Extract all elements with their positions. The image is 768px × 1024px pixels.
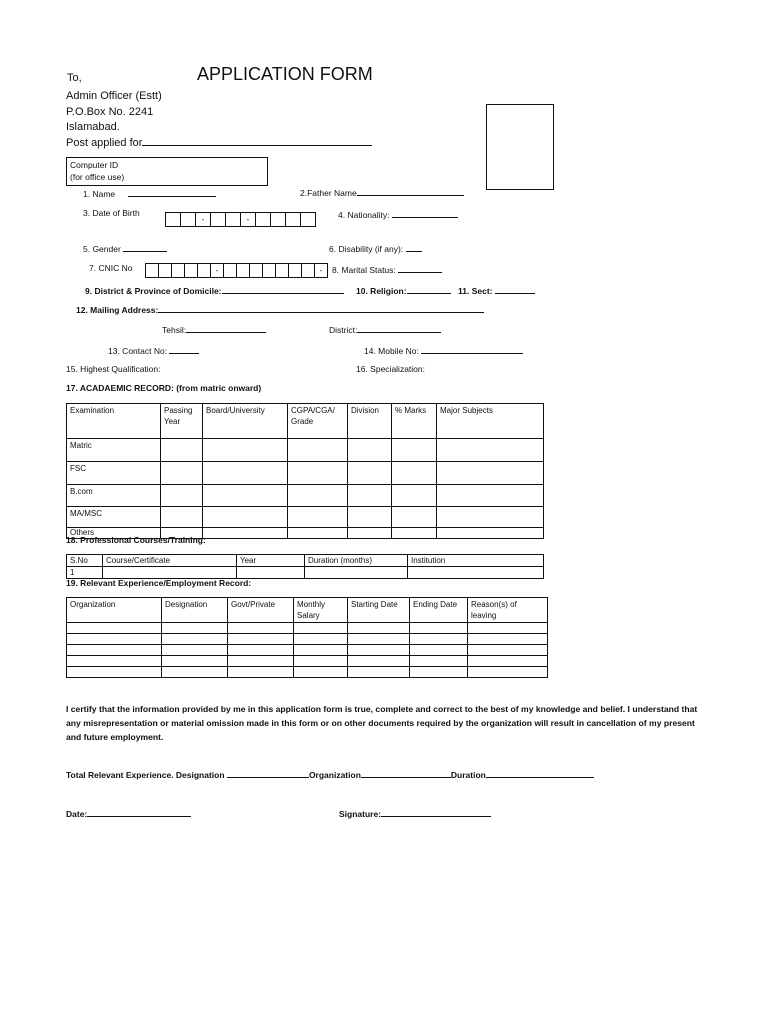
religion-label: 10. Religion:	[356, 286, 407, 296]
religion-field[interactable]	[356, 284, 451, 296]
contact-label: 13. Contact No:	[108, 346, 168, 356]
disability-field[interactable]	[329, 242, 422, 254]
courses-table	[66, 554, 544, 579]
address-line-3: Islamabad.	[66, 121, 120, 133]
page-title: APPLICATION FORM	[197, 64, 373, 84]
academic-col-header: Passing Year	[161, 404, 203, 439]
academic-row-label: FSC	[67, 462, 161, 485]
experience-col-header: Govt/Private	[228, 598, 294, 623]
dob-cells[interactable]: - -	[165, 212, 316, 227]
district-field[interactable]	[329, 323, 441, 335]
date-field[interactable]	[66, 807, 191, 819]
office-use-box	[66, 157, 268, 186]
tehsil-field[interactable]	[162, 323, 266, 335]
courses-heading: 18. Professional Courses/Training:	[66, 535, 206, 545]
mailing-address-field[interactable]	[76, 303, 484, 315]
name-field[interactable]	[83, 187, 216, 199]
academic-col-header: Division	[348, 404, 392, 439]
father-name-label: 2.Father Name	[300, 188, 357, 198]
certification-text: I certify that the information provided by me in this application form is true, complete and correct to the best of my knowledge and belief. I understand that any misrepresentation or material omission made in this form or on other documents required by the organization will result in cancellation of my present and future employment.	[66, 704, 698, 742]
signature-field[interactable]	[339, 807, 491, 819]
computer-id-label: Computer ID	[70, 160, 119, 170]
nationality-label: 4. Nationality:	[338, 210, 390, 220]
gender-label: 5. Gender	[83, 244, 121, 254]
courses-col-header: Duration (months)	[305, 555, 408, 567]
duration-label: Duration	[450, 770, 486, 780]
courses-row-number: 1	[67, 567, 103, 579]
to-label: To,	[67, 72, 82, 84]
address-line-1: Admin Officer (Estt)	[66, 90, 162, 102]
organization-label: Organization	[308, 770, 361, 780]
disability-label: 6. Disability (if any):	[329, 244, 404, 254]
mailing-address-label: 12. Mailing Address:	[76, 305, 159, 315]
experience-table	[66, 597, 548, 678]
date-label: Date:	[66, 809, 88, 819]
academic-col-header: CGPA/CGA/ Grade	[288, 404, 348, 439]
academic-row-label: Others	[67, 528, 161, 539]
experience-col-header: Organization	[67, 598, 162, 623]
father-name-field[interactable]	[300, 186, 464, 199]
post-applied-field[interactable]	[66, 136, 372, 149]
dob-label: 3. Date of Birth	[83, 208, 140, 218]
marital-label: 8. Marital Status:	[332, 265, 396, 275]
contact-field[interactable]	[108, 344, 199, 356]
experience-col-header: Monthly Salary	[294, 598, 348, 623]
gender-field[interactable]	[83, 242, 167, 254]
courses-col-header: S.No	[67, 555, 103, 567]
table-row[interactable]	[67, 634, 548, 645]
table-row[interactable]	[67, 567, 544, 579]
experience-heading: 19. Relevant Experience/Employment Record:	[66, 578, 252, 588]
sect-field[interactable]	[458, 284, 535, 296]
academic-col-header: Examination	[67, 404, 161, 439]
academic-row-label: MA/MSC	[67, 507, 161, 528]
table-row[interactable]	[67, 462, 544, 485]
post-applied-label: Post applied for	[66, 137, 143, 149]
academic-col-header: % Marks	[392, 404, 437, 439]
academic-table	[66, 403, 544, 539]
marital-field[interactable]	[332, 263, 442, 275]
total-experience-field[interactable]	[66, 768, 594, 780]
courses-col-header: Course/Certificate	[103, 555, 237, 567]
courses-col-header: Institution	[408, 555, 544, 567]
cnic-cells[interactable]: - -	[145, 263, 328, 278]
domicile-field[interactable]	[85, 284, 344, 296]
qualification-label: 15. Highest Qualification:	[66, 364, 161, 374]
table-row[interactable]	[67, 439, 544, 462]
table-row[interactable]	[67, 645, 548, 656]
experience-col-header: Designation	[162, 598, 228, 623]
courses-col-header: Year	[237, 555, 305, 567]
academic-heading: 17. ACADAEMIC RECORD: (from matric onward)	[66, 383, 262, 393]
office-use-label: (for office use)	[70, 172, 125, 182]
cnic-label: 7. CNIC No	[89, 263, 133, 273]
mobile-field[interactable]	[364, 344, 523, 356]
experience-col-header: Ending Date	[410, 598, 468, 623]
domicile-label: 9. District & Province of Domicile:	[85, 286, 222, 296]
experience-col-header: Starting Date	[348, 598, 410, 623]
sect-label: 11. Sect:	[458, 286, 493, 296]
specialization-label: 16. Specialization:	[356, 364, 425, 374]
total-experience-label: Total Relevant Experience. Designation	[66, 770, 225, 780]
tehsil-label: Tehsil:	[162, 325, 187, 335]
table-row[interactable]	[67, 656, 548, 667]
name-label: 1. Name	[83, 189, 116, 199]
district-label: District:	[329, 325, 358, 335]
mobile-label: 14. Mobile No:	[364, 346, 419, 356]
photo-box	[486, 104, 554, 190]
academic-row-label: B.com	[67, 485, 161, 507]
experience-col-header: Reason(s) of leaving	[468, 598, 548, 623]
table-row[interactable]	[67, 507, 544, 528]
table-row[interactable]	[67, 623, 548, 634]
table-row[interactable]	[67, 485, 544, 507]
academic-col-header: Board/University	[203, 404, 288, 439]
nationality-field[interactable]	[338, 208, 458, 220]
academic-row-label: Matric	[67, 439, 161, 462]
table-row[interactable]	[67, 667, 548, 678]
address-line-2: P.O.Box No. 2241	[66, 106, 154, 118]
academic-col-header: Major Subjects	[437, 404, 544, 439]
signature-label: Signature:	[339, 809, 382, 819]
